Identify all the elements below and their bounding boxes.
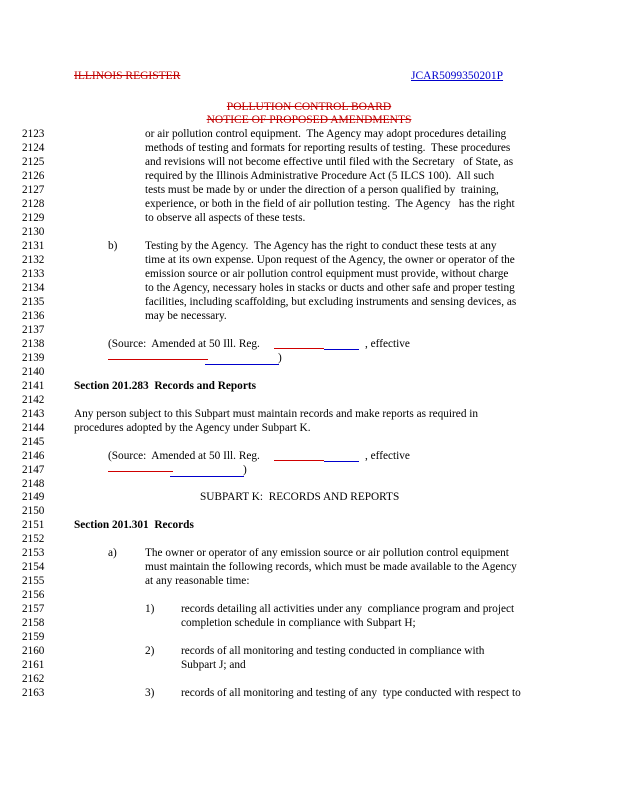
deleted-blank-line bbox=[274, 460, 324, 461]
line-number: 2133 bbox=[22, 268, 45, 280]
line-number: 2157 bbox=[22, 603, 45, 615]
item-label: 3) bbox=[145, 687, 155, 699]
line-text: may be necessary. bbox=[145, 310, 227, 322]
line-number: 2146 bbox=[22, 450, 45, 462]
line-number: 2156 bbox=[22, 589, 45, 601]
line-number: 2127 bbox=[22, 184, 45, 196]
board-title: POLLUTION CONTROL BOARD bbox=[226, 101, 392, 113]
item-label: 1) bbox=[145, 603, 155, 615]
line-number: 2140 bbox=[22, 366, 45, 378]
line-number: 2125 bbox=[22, 156, 45, 168]
line-number: 2147 bbox=[22, 464, 45, 476]
line-text: to the Agency, necessary holes in stacks or ducts and other safe and proper testing bbox=[145, 282, 515, 294]
line-number: 2153 bbox=[22, 547, 45, 559]
deleted-blank-line bbox=[274, 348, 324, 349]
line-text: The owner or operator of any emission source or air pollution control equipment bbox=[145, 547, 509, 559]
inserted-blank-line bbox=[170, 476, 244, 477]
line-number: 2131 bbox=[22, 240, 45, 252]
line-text: to observe all aspects of these tests. bbox=[145, 212, 306, 224]
subsection-label: b) bbox=[108, 240, 118, 252]
line-number: 2160 bbox=[22, 645, 45, 657]
line-number: 2142 bbox=[22, 394, 45, 406]
deleted-blank-line bbox=[108, 359, 208, 360]
line-text: must maintain the following records, which must be made available to the Agency bbox=[145, 561, 517, 573]
inserted-blank-line bbox=[205, 364, 279, 365]
line-number: 2138 bbox=[22, 338, 45, 350]
section-heading: Section 201.283 Records and Reports bbox=[74, 380, 256, 392]
line-number: 2126 bbox=[22, 170, 45, 182]
line-number: 2144 bbox=[22, 422, 45, 434]
source-text: (Source: Amended at 50 Ill. Reg. bbox=[108, 450, 263, 462]
line-text: tests must be made by or under the direction of a person qualified by training, bbox=[145, 184, 499, 196]
line-text: records of all monitoring and testing of any type conducted with respect to bbox=[181, 687, 521, 699]
line-number: 2148 bbox=[22, 478, 45, 490]
line-text: Subpart J; and bbox=[181, 659, 246, 671]
line-number: 2128 bbox=[22, 198, 45, 210]
line-number: 2154 bbox=[22, 561, 45, 573]
line-number: 2123 bbox=[22, 128, 45, 140]
line-number: 2151 bbox=[22, 519, 45, 531]
source-close-paren: ) bbox=[243, 464, 247, 476]
line-text: records of all monitoring and testing conducted in compliance with bbox=[181, 645, 485, 657]
document-code: JCAR5099350201P bbox=[411, 70, 504, 82]
item-label: 2) bbox=[145, 645, 155, 657]
line-number: 2141 bbox=[22, 380, 45, 392]
line-text: Any person subject to this Subpart must maintain records and make reports as required in bbox=[74, 408, 479, 420]
register-title: ILLINOIS REGISTER bbox=[74, 70, 181, 82]
subpart-heading: SUBPART K: RECORDS AND REPORTS bbox=[200, 491, 400, 503]
line-number: 2161 bbox=[22, 659, 45, 671]
line-text: and revisions will not become effective until filed with the Secretary of State, as bbox=[145, 156, 514, 168]
line-number: 2134 bbox=[22, 282, 45, 294]
line-number: 2152 bbox=[22, 533, 45, 545]
inserted-blank-line bbox=[324, 461, 359, 462]
line-number: 2132 bbox=[22, 254, 45, 266]
line-number: 2139 bbox=[22, 352, 45, 364]
inserted-blank-line bbox=[324, 349, 359, 350]
line-number: 2137 bbox=[22, 324, 45, 336]
line-text: at any reasonable time: bbox=[145, 575, 250, 587]
line-number: 2145 bbox=[22, 436, 45, 448]
section-heading: Section 201.301 Records bbox=[74, 519, 194, 531]
line-text: or air pollution control equipment. The Agency may adopt procedures detailing bbox=[145, 128, 507, 140]
line-text: completion schedule in compliance with Subpart H; bbox=[181, 617, 416, 629]
line-text: required by the Illinois Administrative Procedure Act (5 ILCS 100). All such bbox=[145, 170, 495, 182]
line-number: 2136 bbox=[22, 310, 45, 322]
line-text: methods of testing and formats for reporting results of testing. These procedures bbox=[145, 142, 511, 154]
line-text: emission source or air pollution control equipment must provide, without charge bbox=[145, 268, 509, 280]
line-number: 2130 bbox=[22, 226, 45, 238]
line-text: experience, or both in the field of air pollution testing. The Agency has the right bbox=[145, 198, 515, 210]
line-number: 2129 bbox=[22, 212, 45, 224]
notice-title: NOTICE OF PROPOSED AMENDMENTS bbox=[206, 114, 412, 126]
line-text: Testing by the Agency. The Agency has the right to conduct these tests at any bbox=[145, 240, 497, 252]
line-number: 2159 bbox=[22, 631, 45, 643]
line-text: procedures adopted by the Agency under Subpart K. bbox=[74, 422, 311, 434]
line-number: 2135 bbox=[22, 296, 45, 308]
line-number: 2155 bbox=[22, 575, 45, 587]
line-number: 2143 bbox=[22, 408, 45, 420]
source-effective: , effective bbox=[365, 450, 410, 462]
deleted-blank-line bbox=[108, 471, 173, 472]
source-close-paren: ) bbox=[278, 352, 282, 364]
line-number: 2163 bbox=[22, 687, 45, 699]
line-text: time at its own expense. Upon request of the Agency, the owner or operator of the bbox=[145, 254, 515, 266]
line-number: 2124 bbox=[22, 142, 45, 154]
line-text: facilities, including scaffolding, but excluding instruments and sensing devices, as bbox=[145, 296, 517, 308]
source-text: (Source: Amended at 50 Ill. Reg. bbox=[108, 338, 263, 350]
line-number: 2162 bbox=[22, 673, 45, 685]
line-number: 2149 bbox=[22, 491, 45, 503]
line-number: 2158 bbox=[22, 617, 45, 629]
line-text: records detailing all activities under any compliance program and project bbox=[181, 603, 515, 615]
source-effective: , effective bbox=[365, 338, 410, 350]
subsection-label: a) bbox=[108, 547, 117, 559]
line-number: 2150 bbox=[22, 505, 45, 517]
